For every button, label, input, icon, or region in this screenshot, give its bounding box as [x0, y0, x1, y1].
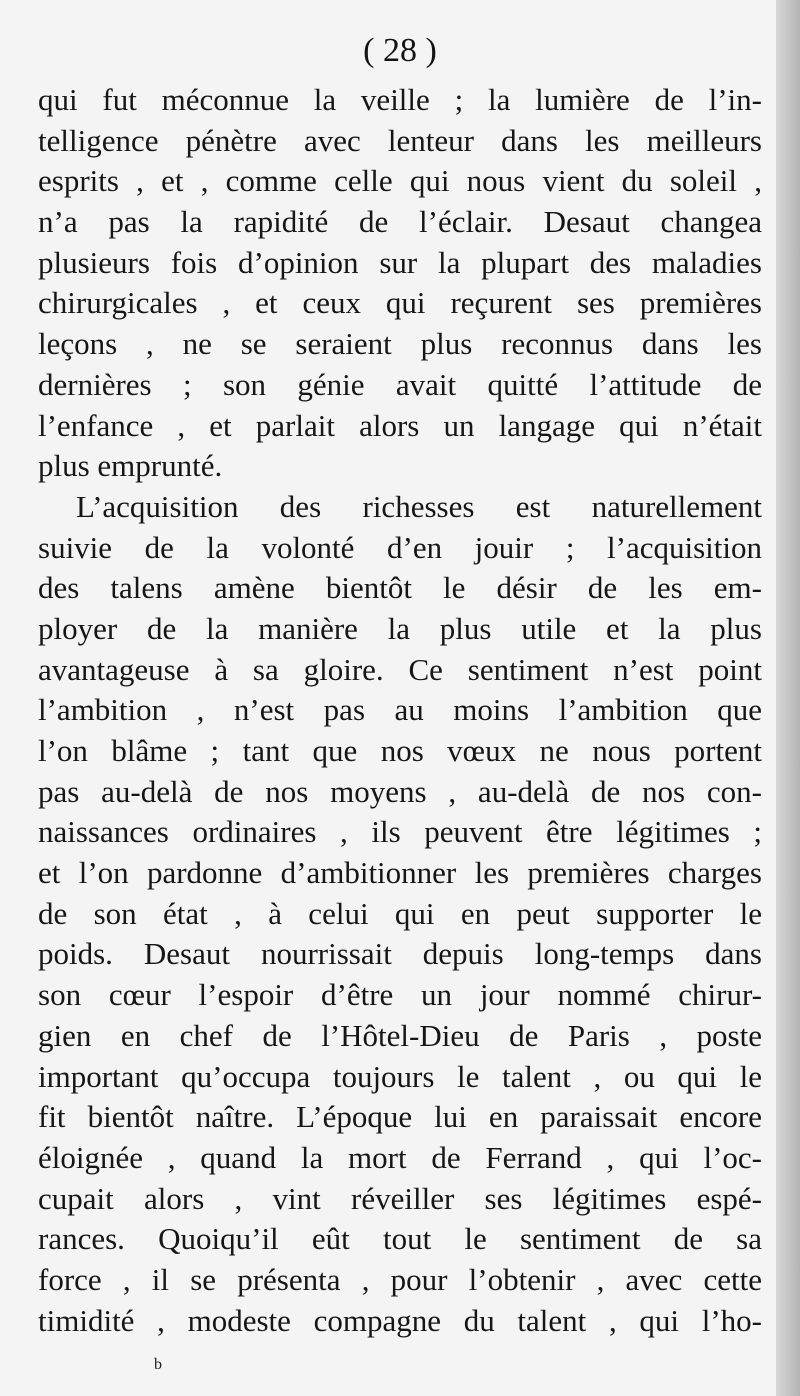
signature-mark: b [154, 1356, 162, 1373]
text-line: et l’on pardonne d’ambitionner les premières charges [38, 855, 762, 891]
page-edge-shadow [776, 0, 800, 1396]
text-line: L’acquisition des richesses est naturellement [76, 488, 762, 524]
body-text [38, 80, 762, 1341]
text-line: leçons , ne se seraient plus reconnus dans les [38, 326, 762, 362]
text-line: l’on blâme ; tant que nos vœux ne nous portent [38, 733, 762, 768]
text-line: l’ambition , n’est pas au moins l’ambition que [38, 692, 762, 728]
text-line: rances. Quoiqu’il eût tout le sentiment de sa [38, 1221, 762, 1257]
text-line: esprits , et , comme celle qui nous vient du soleil , [38, 163, 762, 199]
text-line: avantageuse à sa gloire. Ce sentiment n’est point [38, 651, 762, 687]
text-line: cupait alors , vint réveiller ses légitimes espé- [38, 1180, 762, 1216]
text-line: n’a pas la rapidité de l’éclair. Desaut changea [38, 204, 762, 240]
text-line: important qu’occupa toujours le talent , ou qui le [38, 1058, 762, 1094]
text-line: dernières ; son génie avait quitté l’attitude de [38, 366, 762, 402]
text-line: son cœur l’espoir d’être un jour nommé chirur- [38, 977, 762, 1013]
text-line: poids. Desaut nourrissait depuis long-temps dans [38, 936, 762, 972]
text-line: ployer de la manière la plus utile et la plus [38, 610, 762, 646]
text-line: force , il se présenta , pour l’obtenir , avec cette [38, 1261, 762, 1297]
text-line: l’enfance , et parlait alors un langage qui n’était [38, 407, 762, 443]
text-line: pas au-delà de nos moyens , au-delà de nos con- [38, 773, 762, 809]
text-line: de son état , à celui qui en peut supporter le [38, 895, 762, 931]
text-line: plusieurs fois d’opinion sur la plupart des maladies [38, 244, 762, 280]
text-line: gien en chef de l’Hôtel-Dieu de Paris , poste [38, 1017, 762, 1053]
text-line: éloignée , quand la mort de Ferrand , qui l’oc- [38, 1139, 762, 1175]
paragraph-1 [38, 80, 762, 487]
text-line: chirurgicales , et ceux qui reçurent ses premières [38, 285, 762, 321]
text-line: fit bientôt naître. L’époque lui en paraissait encore [38, 1099, 762, 1135]
text-line: telligence pénètre avec lenteur dans les meilleurs [38, 122, 762, 158]
text-line: timidité , modeste compagne du talent , qui l’ho- [38, 1302, 762, 1338]
text-line: suivie de la volonté d’en jouir ; l’acquisition [38, 529, 762, 565]
paragraph-2 [38, 487, 762, 1341]
text-line: des talens amène bientôt le désir de les em- [38, 570, 762, 606]
text-line: naissances ordinaires , ils peuvent être légitimes ; [38, 814, 762, 850]
page-number: ( 28 ) [363, 32, 437, 69]
text-line: qui fut méconnue la veille ; la lumière de l’in- [38, 82, 762, 117]
text-line: plus emprunté. [38, 448, 223, 484]
